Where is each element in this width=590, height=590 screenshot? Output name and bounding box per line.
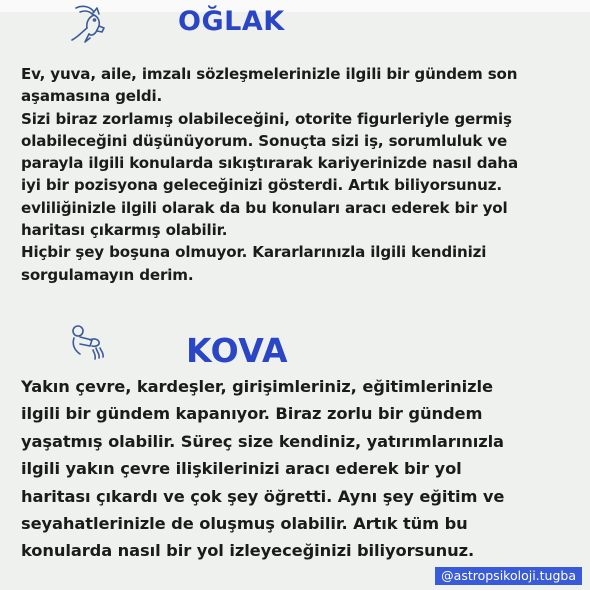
text-line: parayla ilgili konularda sıkıştırarak kariyerinizde nasıl daha (21, 154, 519, 173)
text-line: ilgili yakın çevre ilişkilerinizi aracı ederek bir yol (21, 459, 462, 479)
text-line: iyi bir pozisyona geleceğinizi gösterdi. Artık biliyorsunuz. (21, 176, 502, 195)
text-line: Ev, yuva, aile, imzalı sözleşmelerinizle ilgili bir gündem son (21, 65, 518, 83)
oglak-horoscope-text (21, 63, 583, 286)
text-line: sorgulamayın derim. (21, 265, 194, 284)
text-line: haritası çıkarmış olabilir. (21, 221, 228, 240)
kova-horoscope-text (21, 373, 586, 565)
text-line: Hiçbir şey boşuna olmuyor. Kararlarınızla ilgili kendinizi (21, 243, 487, 262)
text-line: aşamasına geldi. (21, 87, 163, 106)
text-line: haritası çıkardı ve çok şey öğretti. Aynı şey eğitim ve (21, 486, 505, 506)
text-line: Sizi biraz zorlamış olabileceğini, otorite figurleriyle germiş (21, 109, 512, 128)
text-line: yaşatmış olabilir. Süreç size kendiniz, yatırımlarınızla (21, 431, 504, 451)
text-line: olabileceğini düşünüyorum. Sonuçta sizi iş, sorumluluk ve (21, 131, 508, 150)
text-line: konularda nasıl bir yol izleyeceğinizi biliyorsunuz. (21, 541, 475, 561)
text-line: evliliğinizle ilgili olarak da bu konuları aracı ederek bir yol (21, 198, 508, 217)
text-line: seyahatlerinizle de oluşmuş olabilir. Artık tüm bu (21, 514, 468, 534)
text-line: ilgili bir gündem kapanıyor. Biraz zorlu bir gündem (21, 404, 483, 424)
account-watermark: @astropsikoloji.tugba (435, 567, 582, 585)
capricorn-goat-icon (66, 4, 112, 46)
oglak-title: OĞLAK (178, 6, 285, 37)
kova-title: KOVA (186, 331, 289, 370)
text-line: Yakın çevre, kardeşler, girişimleriniz, eğitimlerinizle (21, 377, 493, 396)
aquarius-water-bearer-icon (66, 322, 110, 364)
